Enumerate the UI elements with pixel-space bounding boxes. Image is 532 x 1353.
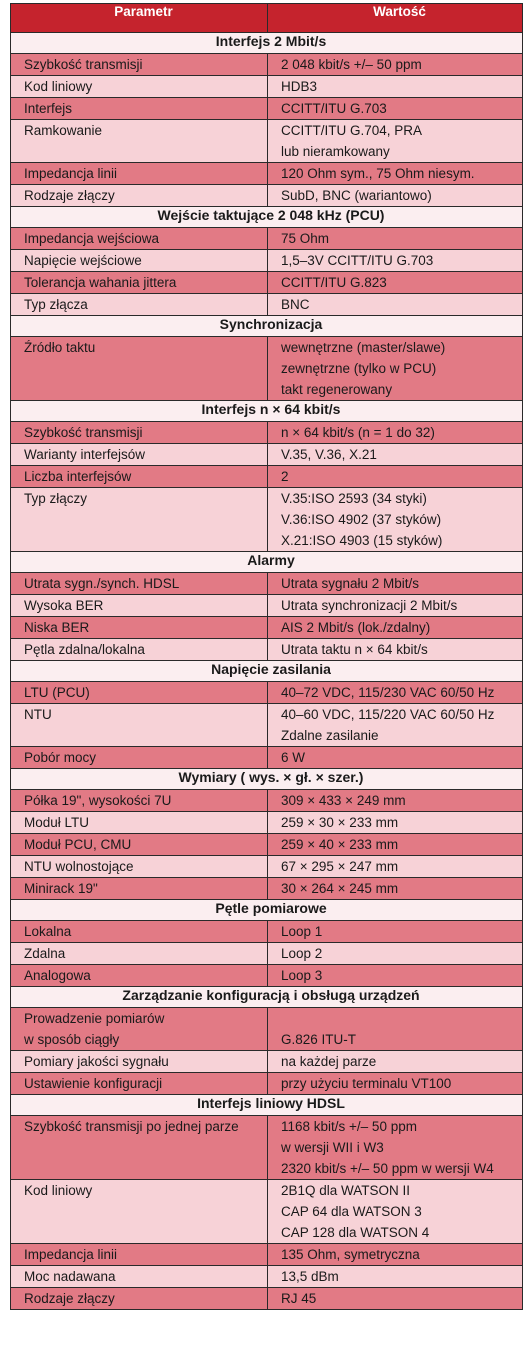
value-text: w wersji WII i W3 bbox=[281, 1140, 384, 1155]
value-cell bbox=[268, 444, 523, 466]
parameter-text: Wysoka BER bbox=[24, 598, 104, 613]
parameter-cell bbox=[11, 921, 268, 943]
value-cell bbox=[268, 878, 523, 900]
parameter-text: Źródło taktu bbox=[24, 340, 96, 355]
value-cell bbox=[268, 250, 523, 272]
parameter-cell bbox=[11, 943, 268, 965]
value-text: lub nieramkowany bbox=[281, 144, 390, 159]
value-text: V.36:ISO 4902 (37 styków) bbox=[281, 512, 442, 527]
value-cell bbox=[268, 1073, 523, 1095]
value-text: CAP 64 dla WATSON 3 bbox=[281, 1204, 422, 1219]
value-text: V.35, V.36, X.21 bbox=[281, 447, 377, 462]
value-cell bbox=[268, 1288, 523, 1310]
header-parameter: Parametr bbox=[11, 4, 268, 33]
parameter-cell bbox=[11, 1180, 268, 1244]
parameter-text: Moduł PCU, CMU bbox=[24, 837, 132, 852]
parameter-text: LTU (PCU) bbox=[24, 685, 90, 700]
value-text: Loop 1 bbox=[281, 924, 323, 939]
parameter-text: Pomiary jakości sygnału bbox=[24, 1054, 169, 1069]
section-title: Zarządzanie konfiguracją i obsługą urządzeń bbox=[11, 987, 523, 1008]
parameter-cell bbox=[11, 878, 268, 900]
table-row bbox=[11, 272, 523, 294]
spec-body bbox=[11, 33, 523, 1310]
parameter-cell bbox=[11, 747, 268, 769]
value-cell bbox=[268, 617, 523, 639]
parameter-text: Kod liniowy bbox=[24, 1183, 93, 1198]
parameter-text: Warianty interfejsów bbox=[24, 447, 146, 462]
value-text: Zdalne zasilanie bbox=[281, 728, 379, 743]
table-row bbox=[11, 444, 523, 466]
parameter-text: Kod liniowy bbox=[24, 79, 93, 94]
parameter-text: Ustawienie konfiguracji bbox=[24, 1076, 163, 1091]
parameter-cell bbox=[11, 76, 268, 98]
parameter-text: Ramkowanie bbox=[24, 123, 103, 138]
table-row bbox=[11, 1051, 523, 1073]
value-text: 1,5–3V CCITT/ITU G.703 bbox=[281, 253, 434, 268]
table-row bbox=[11, 120, 523, 163]
value-cell bbox=[268, 943, 523, 965]
value-text: 120 Ohm sym., 75 Ohm niesym. bbox=[281, 166, 475, 181]
parameter-text: Impedancja linii bbox=[24, 166, 118, 181]
parameter-text: Tolerancja wahania jittera bbox=[24, 275, 177, 290]
value-cell bbox=[268, 337, 523, 401]
value-cell bbox=[268, 488, 523, 552]
parameter-cell bbox=[11, 272, 268, 294]
value-text: wewnętrzne (master/slawe) bbox=[281, 340, 446, 355]
table-row bbox=[11, 422, 523, 444]
value-cell bbox=[268, 98, 523, 120]
section-header-row bbox=[11, 207, 523, 228]
parameter-text: Typ złącza bbox=[24, 297, 88, 312]
table-row bbox=[11, 1073, 523, 1095]
value-cell bbox=[268, 120, 523, 163]
value-text: na każdej parze bbox=[281, 1054, 377, 1069]
parameter-text: Minirack 19" bbox=[24, 881, 98, 896]
table-row bbox=[11, 1008, 523, 1051]
section-title: Pętle pomiarowe bbox=[11, 900, 523, 921]
value-text: 67 × 295 × 247 mm bbox=[281, 859, 399, 874]
parameter-text: Liczba interfejsów bbox=[24, 469, 132, 484]
parameter-cell bbox=[11, 704, 268, 747]
parameter-cell bbox=[11, 54, 268, 76]
parameter-cell bbox=[11, 639, 268, 661]
section-header-row bbox=[11, 316, 523, 337]
value-cell bbox=[268, 76, 523, 98]
parameter-cell bbox=[11, 1051, 268, 1073]
value-text: 75 Ohm bbox=[281, 231, 330, 246]
parameter-cell bbox=[11, 573, 268, 595]
value-cell bbox=[268, 639, 523, 661]
section-title: Napięcie zasilania bbox=[11, 661, 523, 682]
table-row bbox=[11, 921, 523, 943]
value-text bbox=[281, 1008, 518, 1029]
parameter-text: w sposób ciągły bbox=[24, 1032, 120, 1047]
section-header-row bbox=[11, 769, 523, 790]
table-row bbox=[11, 834, 523, 856]
table-row bbox=[11, 747, 523, 769]
table-row bbox=[11, 250, 523, 272]
table-row bbox=[11, 1288, 523, 1310]
section-header-row bbox=[11, 401, 523, 422]
value-cell bbox=[268, 466, 523, 488]
value-text: Loop 2 bbox=[281, 946, 323, 961]
parameter-text: Zdalna bbox=[24, 946, 66, 961]
parameter-text: Szybkość transmisji po jednej parze bbox=[24, 1119, 239, 1134]
parameter-cell bbox=[11, 1288, 268, 1310]
parameter-cell bbox=[11, 965, 268, 987]
value-cell bbox=[268, 747, 523, 769]
value-text: SubD, BNC (wariantowo) bbox=[281, 188, 432, 203]
parameter-cell bbox=[11, 595, 268, 617]
section-title: Interfejs liniowy HDSL bbox=[11, 1095, 523, 1116]
table-row bbox=[11, 812, 523, 834]
table-row bbox=[11, 965, 523, 987]
parameter-cell bbox=[11, 1008, 268, 1051]
parameter-cell bbox=[11, 98, 268, 120]
parameter-cell bbox=[11, 617, 268, 639]
parameter-cell bbox=[11, 337, 268, 401]
value-cell bbox=[268, 682, 523, 704]
value-text: 2B1Q dla WATSON II bbox=[281, 1183, 411, 1198]
table-row bbox=[11, 682, 523, 704]
table-row bbox=[11, 294, 523, 316]
value-cell bbox=[268, 1266, 523, 1288]
parameter-cell bbox=[11, 856, 268, 878]
value-text: 2 bbox=[281, 469, 289, 484]
parameter-cell bbox=[11, 228, 268, 250]
table-row bbox=[11, 856, 523, 878]
section-title: Interfejs n × 64 kbit/s bbox=[11, 401, 523, 422]
table-row bbox=[11, 704, 523, 747]
value-text: przy użyciu terminalu VT100 bbox=[281, 1076, 452, 1091]
value-text: CCITT/ITU G.823 bbox=[281, 275, 387, 290]
parameter-text: Analogowa bbox=[24, 968, 91, 983]
value-text: 309 × 433 × 249 mm bbox=[281, 793, 406, 808]
table-row bbox=[11, 617, 523, 639]
section-header-row bbox=[11, 552, 523, 573]
table-row bbox=[11, 185, 523, 207]
table-row bbox=[11, 1266, 523, 1288]
value-text: takt regenerowany bbox=[281, 382, 393, 397]
parameter-text: Moduł LTU bbox=[24, 815, 90, 830]
parameter-cell bbox=[11, 1266, 268, 1288]
value-text: 1168 kbit/s +/– 50 ppm bbox=[281, 1119, 417, 1134]
table-row bbox=[11, 943, 523, 965]
parameter-text: Interfejs bbox=[24, 101, 73, 116]
value-text: 40–72 VDC, 115/230 VAC 60/50 Hz bbox=[281, 685, 495, 700]
value-cell bbox=[268, 228, 523, 250]
section-header-row bbox=[11, 900, 523, 921]
parameter-text: Rodzaje złączy bbox=[24, 188, 115, 203]
table-row bbox=[11, 878, 523, 900]
value-text: CAP 128 dla WATSON 4 bbox=[281, 1225, 430, 1240]
parameter-text: NTU wolnostojące bbox=[24, 859, 134, 874]
section-header-row bbox=[11, 1095, 523, 1116]
table-row bbox=[11, 98, 523, 120]
value-text: 6 W bbox=[281, 750, 306, 765]
value-text: CCITT/ITU G.704, PRA bbox=[281, 123, 423, 138]
value-cell bbox=[268, 812, 523, 834]
table-row bbox=[11, 790, 523, 812]
parameter-cell bbox=[11, 466, 268, 488]
value-text: Utrata taktu n × 64 kbit/s bbox=[281, 642, 428, 657]
parameter-cell bbox=[11, 682, 268, 704]
value-text: RJ 45 bbox=[281, 1291, 317, 1306]
value-cell bbox=[268, 294, 523, 316]
parameter-text: Impedancja linii bbox=[24, 1247, 118, 1262]
parameter-cell bbox=[11, 422, 268, 444]
section-title: Wymiary ( wys. × gł. × szer.) bbox=[11, 769, 523, 790]
value-text: 40–60 VDC, 115/220 VAC 60/50 Hz bbox=[281, 707, 495, 722]
value-cell bbox=[268, 965, 523, 987]
value-cell bbox=[268, 1116, 523, 1180]
value-cell bbox=[268, 856, 523, 878]
parameter-text: Napięcie wejściowe bbox=[24, 253, 142, 268]
value-text: 259 × 40 × 233 mm bbox=[281, 837, 399, 852]
section-header-row bbox=[11, 987, 523, 1008]
value-text: Loop 3 bbox=[281, 968, 323, 983]
header-row bbox=[11, 4, 523, 33]
parameter-cell bbox=[11, 294, 268, 316]
value-text: 2320 kbit/s +/– 50 ppm w wersji W4 bbox=[281, 1161, 494, 1176]
value-text: V.35:ISO 2593 (34 styki) bbox=[281, 491, 427, 506]
parameter-text: Utrata sygn./synch. HDSL bbox=[24, 576, 180, 591]
parameter-text: Pętla zdalna/lokalna bbox=[24, 642, 145, 657]
table-row bbox=[11, 1244, 523, 1266]
value-text: 259 × 30 × 233 mm bbox=[281, 815, 399, 830]
table-row bbox=[11, 1116, 523, 1180]
value-text: G.826 ITU-T bbox=[281, 1032, 357, 1047]
parameter-text: Szybkość transmisji bbox=[24, 57, 143, 72]
table-row bbox=[11, 163, 523, 185]
table-row bbox=[11, 1180, 523, 1244]
value-cell bbox=[268, 163, 523, 185]
value-text: 30 × 264 × 245 mm bbox=[281, 881, 399, 896]
section-title: Alarmy bbox=[11, 552, 523, 573]
table-row bbox=[11, 337, 523, 401]
table-row bbox=[11, 639, 523, 661]
parameter-cell bbox=[11, 185, 268, 207]
parameter-cell bbox=[11, 120, 268, 163]
parameter-text: Lokalna bbox=[24, 924, 72, 939]
value-cell bbox=[268, 1180, 523, 1244]
value-text: Utrata sygnału 2 Mbit/s bbox=[281, 576, 420, 591]
parameter-cell bbox=[11, 1244, 268, 1266]
value-cell bbox=[268, 573, 523, 595]
section-title: Interfejs 2 Mbit/s bbox=[11, 33, 523, 54]
value-cell bbox=[268, 921, 523, 943]
parameter-cell bbox=[11, 790, 268, 812]
parameter-text: Niska BER bbox=[24, 620, 90, 635]
parameter-text: Półka 19", wysokości 7U bbox=[24, 793, 172, 808]
spec-table bbox=[10, 3, 523, 1310]
value-cell bbox=[268, 595, 523, 617]
value-cell bbox=[268, 1051, 523, 1073]
table-row bbox=[11, 228, 523, 250]
table-row bbox=[11, 488, 523, 552]
value-text: 2 048 kbit/s +/– 50 ppm bbox=[281, 57, 422, 72]
value-cell bbox=[268, 704, 523, 747]
parameter-text: Typ złączy bbox=[24, 491, 88, 506]
parameter-text: Rodzaje złączy bbox=[24, 1291, 115, 1306]
parameter-text: NTU bbox=[24, 707, 52, 722]
parameter-cell bbox=[11, 163, 268, 185]
value-text: BNC bbox=[281, 297, 310, 312]
value-cell bbox=[268, 790, 523, 812]
section-header-row bbox=[11, 661, 523, 682]
value-text: n × 64 kbit/s (n = 1 do 32) bbox=[281, 425, 435, 440]
value-cell bbox=[268, 272, 523, 294]
value-cell bbox=[268, 185, 523, 207]
table-row bbox=[11, 76, 523, 98]
parameter-cell bbox=[11, 250, 268, 272]
parameter-text: Impedancja wejściowa bbox=[24, 231, 160, 246]
header-value: Wartość bbox=[268, 4, 523, 33]
section-title: Synchronizacja bbox=[11, 316, 523, 337]
value-cell bbox=[268, 834, 523, 856]
parameter-text: Prowadzenie pomiarów bbox=[24, 1011, 165, 1026]
value-text: Utrata synchronizacji 2 Mbit/s bbox=[281, 598, 458, 613]
value-cell bbox=[268, 54, 523, 76]
table-row bbox=[11, 595, 523, 617]
value-text: HDB3 bbox=[281, 79, 318, 94]
value-text: CCITT/ITU G.703 bbox=[281, 101, 387, 116]
table-row bbox=[11, 54, 523, 76]
parameter-cell bbox=[11, 812, 268, 834]
value-text: zewnętrzne (tylko w PCU) bbox=[281, 361, 437, 376]
section-header-row bbox=[11, 33, 523, 54]
value-text: 13,5 dBm bbox=[281, 1269, 339, 1284]
value-text: 135 Ohm, symetryczna bbox=[281, 1247, 420, 1262]
table-row bbox=[11, 573, 523, 595]
parameter-cell bbox=[11, 1073, 268, 1095]
parameter-cell bbox=[11, 444, 268, 466]
parameter-cell bbox=[11, 1116, 268, 1180]
parameter-text: Pobór mocy bbox=[24, 750, 97, 765]
parameter-text: Moc nadawana bbox=[24, 1269, 116, 1284]
parameter-cell bbox=[11, 834, 268, 856]
table-row bbox=[11, 466, 523, 488]
value-cell bbox=[268, 1244, 523, 1266]
value-cell bbox=[268, 1008, 523, 1051]
parameter-text: Szybkość transmisji bbox=[24, 425, 143, 440]
value-text: AIS 2 Mbit/s (lok./zdalny) bbox=[281, 620, 431, 635]
value-cell bbox=[268, 422, 523, 444]
section-title: Wejście taktujące 2 048 kHz (PCU) bbox=[11, 207, 523, 228]
parameter-cell bbox=[11, 488, 268, 552]
value-text: X.21:ISO 4903 (15 styków) bbox=[281, 533, 443, 548]
